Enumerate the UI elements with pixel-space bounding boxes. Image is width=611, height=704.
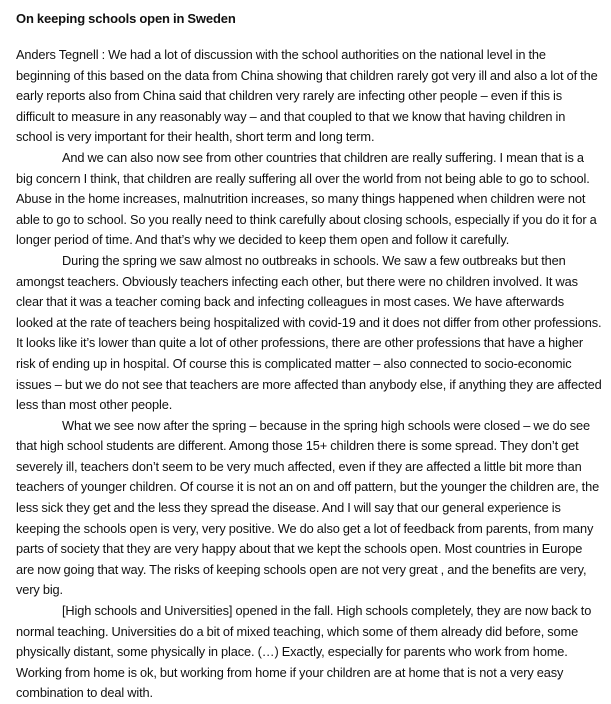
paragraph-4: What we see now after the spring – because in the spring high schools were closed – we do see that high school students are different. Among those 15+ children there is some spread. They don’t get severely ill, teachers don’t seem to be very much affected, even if they are affected a little bit more than teachers of younger children. Of course it is not an on and off pattern, but the younger the children are, the less sick they get and the less they spread the disease. And I will say that our general experience is keeping the schools open is very, very positive. We do also get a lot of feedback from parents, from many parts of society that they are very happy about that we kept the schools open. Most countries in Europe are now going that way. The risks of keeping schools open are not very great , and the benefits are very, very big. [16, 417, 600, 598]
paragraph-1: Anders Tegnell : We had a lot of discussion with the school authorities on the national level in the beginning of this based on the data from China showing that children rarely got very ill and also a lot of the early reports also from China said that children very rarely are infecting other people – even if this is difficult to measure in any reasonably way – and that coupled to that we know that having children in school is very important for their health, short term and long term. [16, 47, 598, 145]
paragraph-3: During the spring we saw almost no outbreaks in schools. We saw a few outbreaks but then amongst teachers. Obviously teachers infecting each other, but there were no children involved. It was clear that it was a teacher coming back and infecting colleagues in most cases. We have afterwards looked at the rate of teachers being hospitalized with covid-19 and it does not differ from other professions. It looks like it’s lower than quite a lot of other professions, there are other professions that have a higher risk of ending up in hospital. Of course this is complicated matter – also connected to socio-economic issues – but we do not see that teachers are more affected than anybody else, if anything they are affected less than most other people. [16, 252, 602, 413]
document-page [16, 4, 602, 704]
paragraph-2: And we can also now see from other countries that children are really suffering. I mean that is a big concern I think, that children are really suffering all over the world from not being able to go to school. Abuse in the home increases, malnutrition increases, so many things happened when children were not able to go to school. So you really need to think carefully about closing schools, especially if you do it for a longer period of time. And that’s why we decided to keep them open and follow it carefully. [16, 149, 597, 248]
document-title: On keeping schools open in Sweden [16, 11, 236, 26]
paragraph-5: [High schools and Universities] opened in the fall. High schools completely, they are now back to normal teaching. Universities do a bit of mixed teaching, which some of them already did before, some physically distant, some physically in place. (…) Exactly, especially for parents who work from home. Working from home is ok, but working from home if your children are at home that is not a very easy combination to deal with. [16, 603, 592, 701]
